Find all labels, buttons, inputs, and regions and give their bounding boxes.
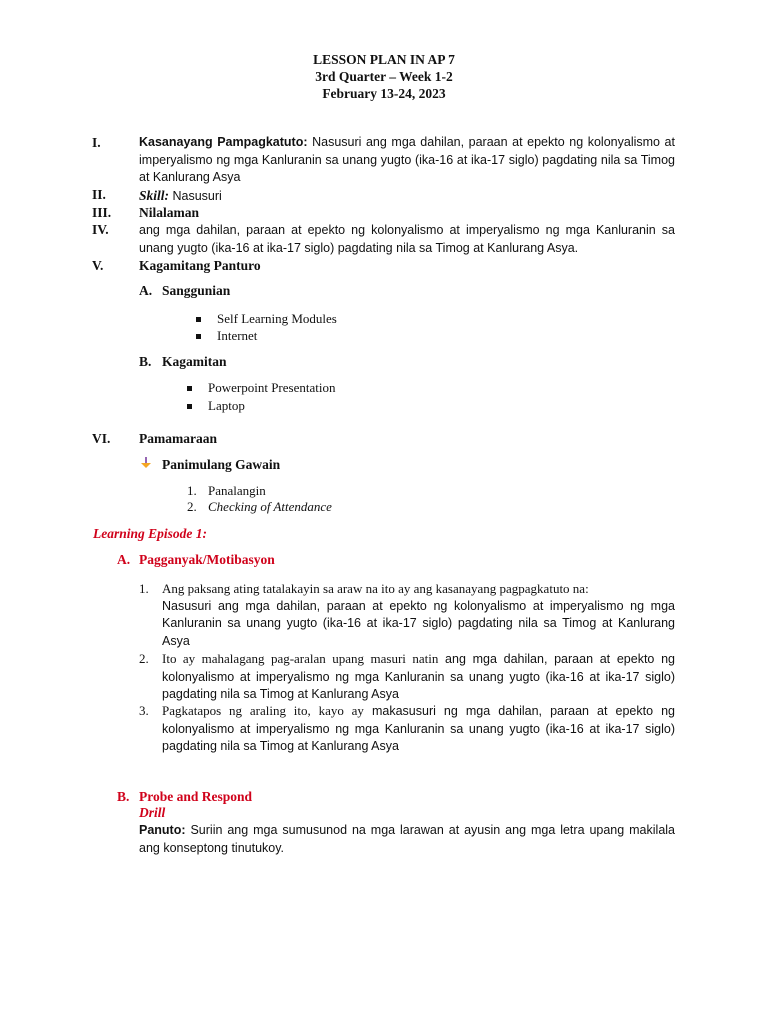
section-2-body: Nasusuri xyxy=(169,189,222,203)
kagamitan-letter: B. xyxy=(139,354,152,369)
kagamitan-item: Powerpoint Presentation xyxy=(208,380,336,395)
episode-item-text: ang mga dahilan, paraan at epekto ng kolonyalismo at imperyalismo ng mga Kanluranin sa unang yugto (ika-16 at ika-17 siglo) pagdating nila sa Timog at Kanlurang Asya xyxy=(162,652,675,701)
sanggunian-letter: A. xyxy=(139,283,153,298)
section-4-body: ang mga dahilan, paraan at epekto ng kolonyalismo at imperyalismo ng mga Kanluranin sa unang yugto (ika-16 at ika-17 siglo) pagdating nila sa Timog at Kanlurang Asya. xyxy=(139,223,675,255)
pagganyak-letter: A. xyxy=(117,552,131,567)
section-5-label: Kagamitang Panturo xyxy=(139,258,261,273)
section-1-label: Kasanayang Pampagkatuto: xyxy=(139,135,308,149)
episode-item-num: 2. xyxy=(139,651,149,666)
sanggunian-item: Internet xyxy=(217,328,258,343)
kagamitan-heading: Kagamitan xyxy=(162,354,227,369)
episode-item xyxy=(162,580,675,650)
probe-heading: Probe and Respond xyxy=(139,789,253,804)
section-2-label: Skill: xyxy=(139,188,170,203)
section-5-number: V. xyxy=(92,258,104,273)
episode-item xyxy=(162,650,675,704)
section-6-number: VI. xyxy=(92,431,111,446)
arrow-bullet-icon xyxy=(140,457,152,469)
panimulang-item: Panalangin xyxy=(208,483,266,498)
bullet-icon xyxy=(187,386,192,391)
episode-item xyxy=(162,702,675,756)
section-2-text xyxy=(139,187,675,206)
doc-quarter: 3rd Quarter – Week 1-2 xyxy=(315,69,453,84)
section-1-body: Nasusuri ang mga dahilan, paraan at epekto ng kolonyalismo at imperyalismo ng mga Kanluranin sa unang yugto (ika-16 at ika-17 siglo) pagdating nila sa Timog at Kanlurang Asya xyxy=(139,135,675,184)
panuto-text xyxy=(139,822,675,857)
section-1-text xyxy=(139,134,675,187)
episode-item-lead: Pagkatapos ng araling ito, kayo ay xyxy=(162,703,364,718)
panimulang-num: 1. xyxy=(187,483,197,498)
episode-item-text: makasusuri ng mga dahilan, paraan at epekto ng kolonyalismo at imperyalismo ng mga Kanluranin sa unang yugto (ika-16 at ika-17 siglo) pagdating nila sa Timog at Kanlurang Asya xyxy=(162,704,675,753)
episode-item-lead: Ang paksang ating tatalakayin sa araw na ito ay ang kasanayang pagpagkatuto na: xyxy=(162,581,589,596)
probe-letter: B. xyxy=(117,789,130,804)
panimulang-item: Checking of Attendance xyxy=(208,499,332,514)
doc-title: LESSON PLAN IN AP 7 xyxy=(313,52,455,67)
panuto-body: Suriin ang mga sumusunod na mga larawan at ayusin ang mga letra upang makilala ang konseptong tinutukoy. xyxy=(139,823,675,855)
section-3-label: Nilalaman xyxy=(139,205,200,220)
panimulang-num: 2. xyxy=(187,499,197,514)
sanggunian-heading: Sanggunian xyxy=(162,283,231,298)
section-1-number: I. xyxy=(92,135,101,150)
episode-item-num: 1. xyxy=(139,581,149,596)
section-2-number: II. xyxy=(92,187,106,202)
pagganyak-heading: Pagganyak/Motibasyon xyxy=(139,552,275,567)
episode-item-text: Nasusuri ang mga dahilan, paraan at epekto ng kolonyalismo at imperyalismo ng mga Kanluranin sa unang yugto (ika-16 at ika-17 siglo) pagdating nila sa Timog at Kanlurang Asya xyxy=(162,598,675,648)
episode-item-num: 3. xyxy=(139,703,149,718)
section-6-label: Pamamaraan xyxy=(139,431,217,446)
bullet-icon xyxy=(196,317,201,322)
section-3-number: III. xyxy=(92,205,112,220)
bullet-icon xyxy=(187,404,192,409)
kagamitan-item: Laptop xyxy=(208,398,245,413)
panuto-label: Panuto: xyxy=(139,823,186,837)
panimulang-gawain-heading: Panimulang Gawain xyxy=(162,457,281,472)
doc-date: February 13-24, 2023 xyxy=(322,86,446,101)
drill-heading: Drill xyxy=(139,805,166,820)
bullet-icon xyxy=(196,334,201,339)
sanggunian-item: Self Learning Modules xyxy=(217,311,337,326)
episode-item-lead: Ito ay mahalagang pag-aralan upang masuri natin xyxy=(162,651,439,666)
learning-episode-title: Learning Episode 1: xyxy=(93,526,208,541)
section-4-number: IV. xyxy=(92,222,109,237)
